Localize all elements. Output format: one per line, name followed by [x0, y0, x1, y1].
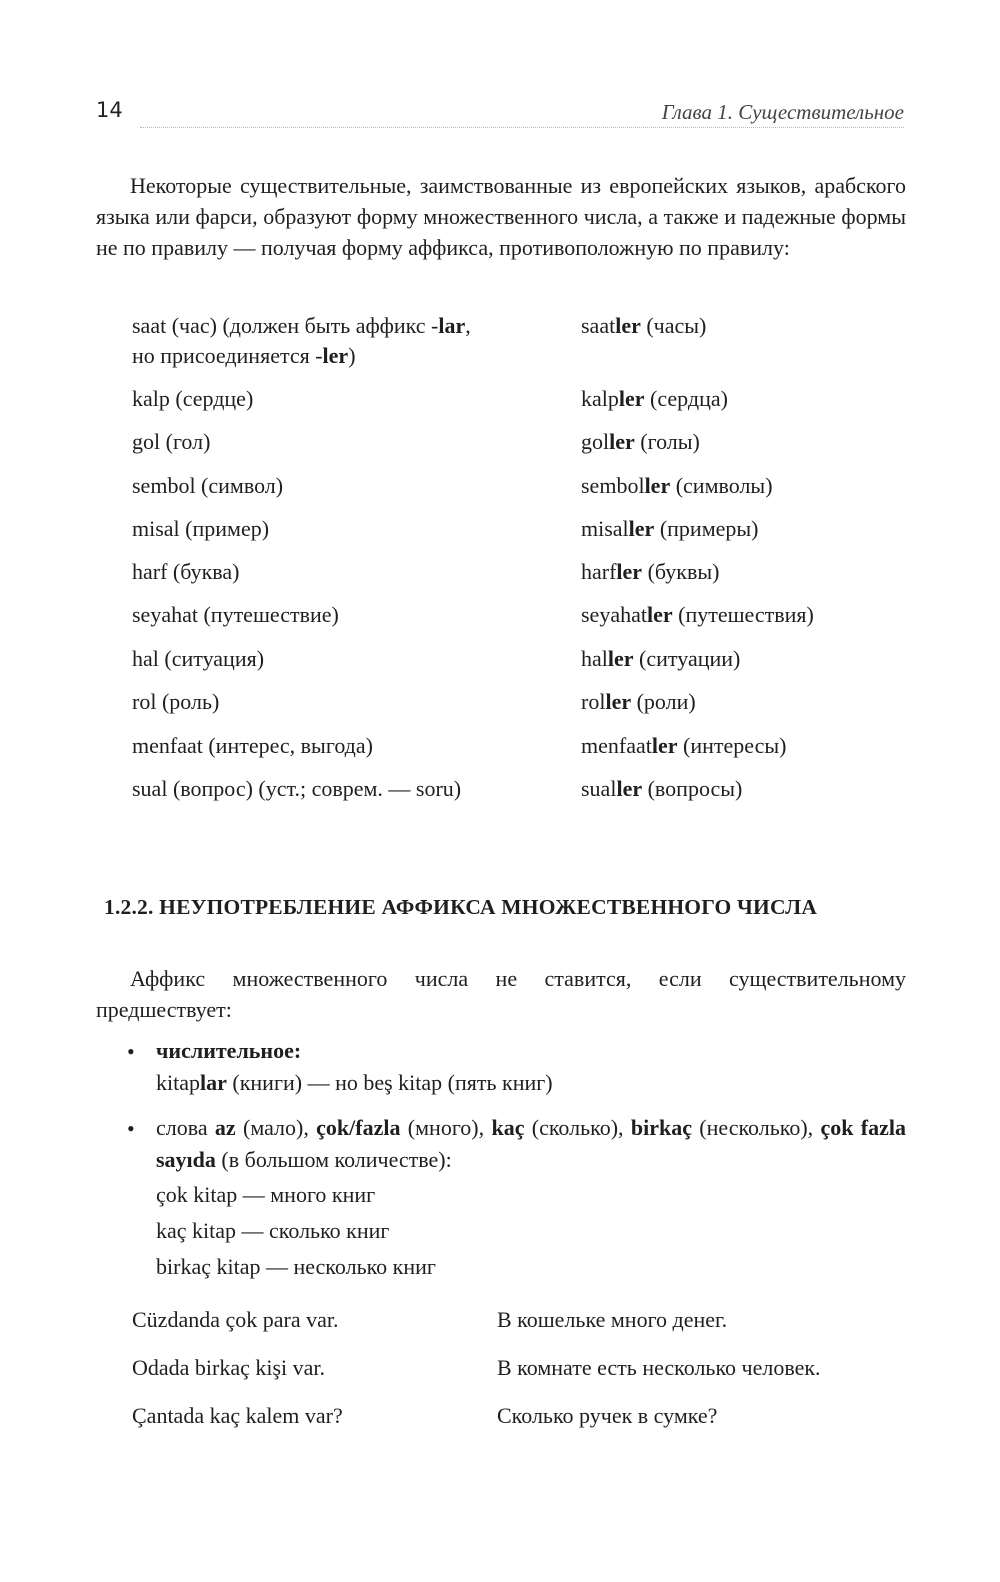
- pair-plural: kalpler (сердца): [581, 386, 728, 411]
- pair-plural: semboller (символы): [581, 473, 773, 498]
- pair-plural: saatler (часы): [581, 313, 707, 338]
- bullet-numeral: числительное: kitaplar (книги) — но beş kitap (пять книг): [156, 1038, 553, 1095]
- pair-plural: seyahatler (путешествия): [581, 602, 814, 627]
- pair-singular: menfaat (интерес, выгода): [132, 733, 373, 758]
- sentence-russian: В кошельке много денег.: [497, 1307, 728, 1332]
- page-header: [96, 98, 904, 130]
- pair-singular: harf (буква): [132, 559, 240, 584]
- intro-paragraph: Некоторые существительные, заимствованные из европейских языков, арабского языка или фарси, образуют форму множественного числа, а также и падежные формы не по правилу — получая форму аффикса, противоположную по правилу:: [96, 173, 906, 260]
- pair-singular: seyahat (путешествие): [132, 602, 339, 627]
- example-line: birkaç kitap — несколько книг: [156, 1254, 436, 1279]
- sentence-turkish: Çantada kaç kalem var?: [132, 1403, 343, 1428]
- pair-singular: hal (ситуация): [132, 646, 265, 671]
- sentence-russian: Сколько ручек в сумке?: [497, 1403, 718, 1428]
- pair-plural: haller (ситуации): [581, 646, 741, 671]
- sentence-turkish: Cüzdanda çok para var.: [132, 1307, 339, 1332]
- pair-singular: saat (час) (должен быть аффикс -lar, но присоединяется -ler): [132, 313, 471, 368]
- pair-plural: sualler (вопросы): [581, 776, 743, 801]
- pair-singular: kalp (сердце): [132, 386, 254, 411]
- pair-plural: misaller (примеры): [581, 516, 759, 541]
- pair-plural: menfaatler (интересы): [581, 733, 787, 758]
- pair-singular: rol (роль): [132, 689, 220, 714]
- bullet-dot: •: [127, 1116, 135, 1141]
- bullet-label: числительное:: [156, 1038, 302, 1063]
- pair-singular: misal (пример): [132, 516, 270, 541]
- pair-plural: harfler (буквы): [581, 559, 720, 584]
- pair-singular: gol (гол): [132, 429, 211, 454]
- sentence-turkish: Odada birkaç kişi var.: [132, 1355, 326, 1380]
- pair-plural: roller (роли): [581, 689, 696, 714]
- pair-plural: goller (голы): [581, 429, 700, 454]
- section-paragraph: Аффикс множественного числа не ставится, если существительному предшествует:: [96, 966, 906, 1022]
- example-line: çok kitap — много книг: [156, 1182, 376, 1207]
- sentence-russian: В комнате есть несколько человек.: [497, 1355, 821, 1380]
- page-number: 14: [96, 98, 123, 122]
- section-heading: 1.2.2. НЕУПОТРЕБЛЕНИЕ АФФИКСА МНОЖЕСТВЕННОГО ЧИСЛА: [104, 895, 818, 919]
- pair-singular: sembol (символ): [132, 473, 284, 498]
- pair-singular: sual (вопрос) (уст.; соврем. — soru): [132, 776, 462, 801]
- running-title: Глава 1. Существительное: [661, 100, 904, 124]
- bullet-quantifiers: слова az (мало), çok/fazla (много), kaç (сколько), birkaç (несколько), çok fazla sayıda (в большом количестве):: [156, 1115, 906, 1172]
- header-rule: [140, 127, 904, 128]
- bullet-dot: •: [127, 1039, 135, 1064]
- example-line: kaç kitap — сколько книг: [156, 1218, 390, 1243]
